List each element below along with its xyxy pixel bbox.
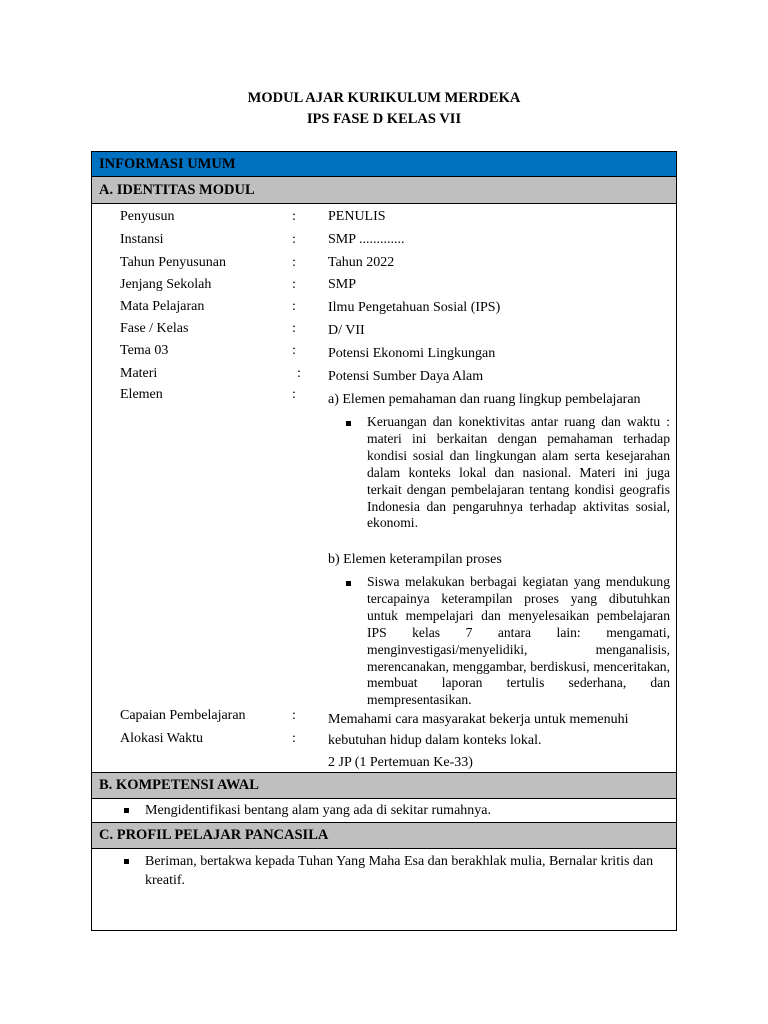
value-fase-kelas: D/ VII xyxy=(328,323,365,338)
label-jenjang-sekolah: Jenjang Sekolah xyxy=(120,277,212,292)
value-alokasi-waktu: 2 JP (1 Pertemuan Ke-33) xyxy=(328,755,473,770)
value-elemen-a: a) Elemen pemahaman dan ruang lingkup pembelajaran xyxy=(328,392,641,407)
colon: : xyxy=(292,708,296,723)
value-instansi: SMP ............. xyxy=(328,232,405,247)
value-capaian-line1: Memahami cara masyarakat bekerja untuk memenuhi xyxy=(328,712,629,727)
label-tahun-penyusunan: Tahun Penyusunan xyxy=(120,255,226,270)
section-header-profil-pelajar-pancasila: C. PROFIL PELAJAR PANCASILA xyxy=(92,822,676,849)
colon: : xyxy=(292,343,296,358)
bullet-square-icon xyxy=(346,581,351,586)
value-jenjang-sekolah: SMP xyxy=(328,277,357,292)
colon: : xyxy=(292,277,296,292)
kompetensi-awal-item: Mengidentifikasi bentang alam yang ada di sekitar rumahnya. xyxy=(145,803,492,818)
value-materi: Potensi Sumber Daya Alam xyxy=(328,369,484,384)
label-materi: Materi xyxy=(120,366,158,381)
bullet-square-icon xyxy=(124,859,129,864)
colon: : xyxy=(297,366,301,381)
label-penyusun: Penyusun xyxy=(120,209,175,224)
colon: : xyxy=(292,209,296,224)
document-title: MODUL AJAR KURIKULUM MERDEKA xyxy=(247,90,521,106)
label-mata-pelajaran: Mata Pelajaran xyxy=(120,299,205,314)
colon: : xyxy=(292,731,296,746)
colon: : xyxy=(292,299,296,314)
label-fase-kelas: Fase / Kelas xyxy=(120,321,189,336)
document-subtitle: IPS FASE D KELAS VII xyxy=(306,111,462,127)
elemen-b-description: Siswa melakukan berbagai kegiatan yang mendukung tercapainya keterampilan proses yang dibutuhkan untuk mempelajari dan menyelesaikan pembelajaran IPS kelas 7 antara lain: mengamati, menginvestigasi/menyelidiki, menganalisis, merencanakan, menggambar, berdiskusi, menceritakan, membuat laporan tertulis sederhana, dan mempresentasikan. xyxy=(367,574,670,708)
value-capaian-line2: kebutuhan hidup dalam konteks lokal. xyxy=(328,733,542,748)
value-penyusun: PENULIS xyxy=(328,209,386,224)
label-capaian-pembelajaran: Capaian Pembelajaran xyxy=(120,708,246,723)
label-elemen: Elemen xyxy=(120,387,163,402)
label-tema: Tema 03 xyxy=(120,343,169,358)
value-tema: Potensi Ekonomi Lingkungan xyxy=(328,346,496,361)
colon: : xyxy=(292,255,296,270)
elemen-b-title: b) Elemen keterampilan proses xyxy=(328,552,502,567)
value-tahun-penyusunan: Tahun 2022 xyxy=(328,255,395,270)
section-header-identitas-modul: A. IDENTITAS MODUL xyxy=(92,177,676,204)
bullet-square-icon xyxy=(124,808,129,813)
colon: : xyxy=(292,232,296,247)
bullet-square-icon xyxy=(346,421,351,426)
label-alokasi-waktu: Alokasi Waktu xyxy=(120,731,203,746)
colon: : xyxy=(292,387,296,402)
colon: : xyxy=(292,321,296,336)
value-mata-pelajaran: Ilmu Pengetahuan Sosial (IPS) xyxy=(328,300,501,315)
label-instansi: Instansi xyxy=(120,232,164,247)
module-table xyxy=(91,151,677,931)
section-header-kompetensi-awal: B. KOMPETENSI AWAL xyxy=(92,772,676,799)
section-header-informasi-umum: INFORMASI UMUM xyxy=(92,152,676,177)
elemen-a-description: Keruangan dan konektivitas antar ruang dan waktu : materi ini berkaitan dengan pemahaman terhadap kondisi sosial dan lingkungan alam serta kesejarahan dalam konteks lokal dan nasional. Materi ini juga terkait dengan pembelajaran tentang kondisi geografis Indonesia dan pengaruhnya terhadap aktivitas sosial, ekonomi. xyxy=(367,414,670,531)
profil-pancasila-item: Beriman, bertakwa kepada Tuhan Yang Maha Esa dan berakhlak mulia, Bernalar kritis dan kreatif. xyxy=(145,854,654,888)
